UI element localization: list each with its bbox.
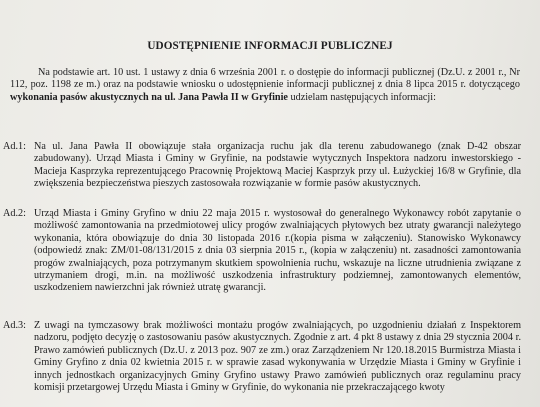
item-label-ad3: Ad.3: <box>3 320 26 331</box>
intro-paragraph <box>10 67 520 104</box>
item-text-ad1: Na ul. Jana Pawła II obowiązuje stała organizacja ruchu jak dla terenu zabudowanego (znak D-42 obszar zabudowany). Urząd Miasta i Gminy w Gryfinie, na podstawie wytycznych Inspektora nadzoru inwestorskiego - Macieja Kasprzyka reprezentującego Pracownię Projektową Maciej Kasprzyk przy ul. Łużyckiej 16/8 w Gryfinie, dla zwiększenia bezpieczeństwa pieszych zastosowała rozwiązanie w formie pasów akustycznych. <box>34 141 521 190</box>
item-text-ad2: Urząd Miasta i Gminy Gryfino w dniu 22 maja 2015 r. wystosował do generalnego Wykonawcy robót zapytanie o możliwość zamontowania na przedmiotowej ulicy progów zwalniających płytowych bez utraty gwarancji należytego wykonania, która obowiązuje do dnia 30 listopada 2016 r.(kopia pisma w załączeniu). Stanowisko Wykonawcy (odpowiedź znak: ZM/01-08/131/2015 z dnia 03 sierpnia 2015 r., (kopia w załączeniu) nt. zasadności zamontowania progów zwalniających, poza potrzymanym skutkiem spowolnienia ruchu, wskazuje na liczne utrudnienia związane z utrzymaniem drogi, m.in. na możliwość uszkodzenia infrastruktury podziemnej, zamontowanych elementów, uszkodzeniem nawierzchni jak również utratę gwarancji. <box>34 208 521 294</box>
intro-text-1: Na podstawie art. 10 ust. 1 ustawy z dnia 6 września 2001 r. o dostępie do informacji publicznej (Dz.U. z 2001 r., Nr 112, poz. 1198 ze m.) oraz na podstawie wniosku o udostępnienie informacji publicznej z dnia 8 lipca 2015 r. dotyczącego <box>10 67 520 91</box>
item-label-ad2: Ad.2: <box>3 208 26 219</box>
intro-bold-subject: wykonania pasów akustycznych na ul. Jana Pawła II w Gryfinie <box>10 91 288 103</box>
intro-text-2: udzielam następujących informacji: <box>287 91 436 103</box>
item-label-ad1: Ad.1: <box>3 141 26 152</box>
item-text-ad3: Z uwagi na tymczasowy brak możliwości montażu progów zwalniających, po uzgodnieniu działań z Inspektorem nadzoru, podjęto decyzję o zastosowaniu pasów akustycznych. Zgodnie z art. 4 pkt 8 ustawy z dnia 29 stycznia 2004 r. Prawo zamówień publicznych (Dz.U. z 2013 poz. 907 ze zm.) oraz Zarządzeniem Nr 120.18.2015 Burmistrza Miasta i Gminy Gryfino z dnia 02 kwietnia 2015 r. w sprawie zasad wykonywania w Urzędzie Miasta i Gminy w Gryfinie i innych jednostkach organizacyjnych Gminy Gryfino ustawy Prawo zamówień publicznych oraz regulaminu pracy komisji przetargowej Urzędu Miasta i Gminy w Gryfinie, do wykonania nie przekraczającego kwoty <box>34 320 521 394</box>
document-title: UDOSTĘPNIENIE INFORMACJI PUBLICZNEJ <box>147 40 393 52</box>
